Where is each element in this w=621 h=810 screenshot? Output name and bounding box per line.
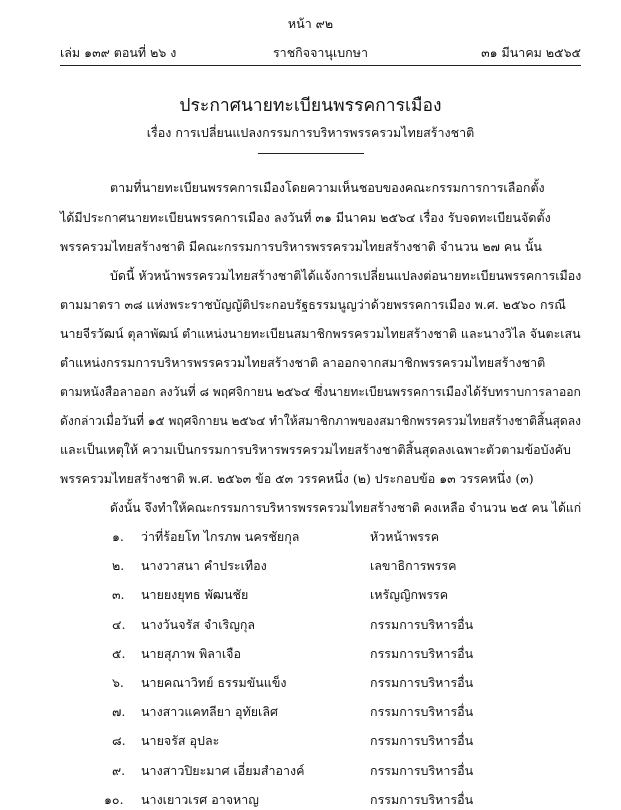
member-role: กรรมการบริหารอื่น: [370, 704, 474, 720]
member-number: ๖.: [112, 675, 124, 690]
header-rule: [60, 65, 581, 66]
paragraph-2-line: ตามหนังสือลาออก ลงวันที่ ๘ พฤศจิกายน ๒๕๖๔ ซึ่งนายทะเบียนพรรคการเมืองได้รับทราบการลาออก: [60, 384, 581, 399]
page-number: หน้า ๙๒: [287, 16, 334, 31]
member-number: ๑.: [112, 529, 124, 544]
member-number: ๕.: [112, 645, 126, 661]
paragraph-2-line: ตำแหน่งกรรมการบริหารพรรครวมไทยสร้างชาติ ลาออกจากสมาชิกพรรครวมไทยสร้างชาติ: [60, 355, 546, 370]
paragraph-2-line: ดังกล่าวเมื่อวันที่ ๑๕ พฤศจิกายน ๒๕๖๔ ทำให้สมาชิกภาพของสมาชิกพรรครวมไทยสร้างชาติสิ้นสุดลง: [60, 413, 581, 428]
member-name: นายคณาวิทย์ ธรรมขันแข็ง: [141, 675, 287, 690]
member-number: ๙.: [112, 762, 126, 778]
member-number: ๘.: [112, 733, 126, 749]
gazette-date: ๓๑ มีนาคม ๒๕๖๕: [481, 45, 581, 60]
announcement-title: ประกาศนายทะเบียนพรรคการเมือง: [179, 96, 442, 116]
member-role: กรรมการบริหารอื่น: [370, 733, 474, 749]
volume-issue: เล่ม ๑๓๙ ตอนที่ ๒๖ ง: [60, 45, 177, 60]
paragraph-2-line: บัดนี้ หัวหน้าพรรครวมไทยสร้างชาติได้แจ้งการเปลี่ยนแปลงต่อนายทะเบียนพรรคการเมือง: [110, 268, 582, 283]
gazette-name: ราชกิจจานุเบกษา: [272, 45, 369, 60]
member-name: นายยงยุทธ พัฒนชัย: [141, 587, 249, 603]
paragraph-2-line: และเป็นเหตุให้ ความเป็นกรรมการบริหารพรรครวมไทยสร้างชาติสิ้นสุดลงเฉพาะตัวตามข้อบังคับ: [60, 442, 571, 457]
paragraph-3: ดังนั้น จึงทำให้คณะกรรมการบริหารพรรครวมไทยสร้างชาติ คงเหลือ จำนวน ๒๕ คน ได้แก่: [110, 500, 582, 515]
paragraph-1-line: ได้มีประกาศนายทะเบียนพรรคการเมือง ลงวันที่ ๓๑ มีนาคม ๒๕๖๔ เรื่อง รับจดทะเบียนจัดตั้ง: [60, 210, 551, 225]
member-number: ๑๐.: [104, 791, 124, 807]
member-number: ๒.: [112, 558, 125, 574]
member-name: นายสุภาพ พิลาเจือ: [141, 645, 242, 661]
member-name: นางเยาวเรศ อาจหาญ: [141, 791, 259, 807]
member-role: กรรมการบริหารอื่น: [370, 762, 474, 778]
paragraph-1-line: ตามที่นายทะเบียนพรรคการเมืองโดยความเห็นชอบของคณะกรรมการการเลือกตั้ง: [110, 180, 545, 195]
member-name: นายจรัส อุปละ: [141, 733, 220, 749]
member-name: นางสาวปิยะมาศ เอี่ยมสำอางค์: [141, 762, 305, 778]
member-number: ๔.: [112, 616, 126, 632]
member-role: กรรมการบริหารอื่น: [370, 675, 474, 690]
member-number: ๗.: [112, 704, 126, 720]
member-name: นางวาสนา คำประเทือง: [141, 558, 267, 574]
member-name: ว่าที่ร้อยโท ไกรภพ นครชัยกุล: [141, 529, 300, 544]
paragraph-2-line: พรรครวมไทยสร้างชาติ พ.ศ. ๒๕๖๓ ข้อ ๕๓ วรรคหนึ่ง (๒) ประกอบข้อ ๑๓ วรรคหนึ่ง (๓): [60, 471, 534, 486]
paragraph-1-line: พรรครวมไทยสร้างชาติ มีคณะกรรมการบริหารพรรครวมไทยสร้างชาติ จำนวน ๒๗ คน นั้น: [60, 239, 542, 254]
member-role: เหรัญญิกพรรค: [370, 587, 449, 603]
member-number: ๓.: [112, 587, 125, 603]
paragraph-2-line: นายจีรวัฒน์ ตุลาพัฒน์ ตำแหน่งนายทะเบียนสมาชิกพรรครวมไทยสร้างชาติ และนางวิไล จันตะเสน: [60, 326, 581, 341]
title-divider: [258, 153, 364, 154]
member-name: นางสาวแคทลียา อุทัยเลิศ: [141, 704, 278, 720]
member-role: กรรมการบริหารอื่น: [370, 791, 474, 807]
member-role: หัวหน้าพรรค: [370, 529, 440, 544]
announcement-subject: เรื่อง การเปลี่ยนแปลงกรรมการบริหารพรรครวมไทยสร้างชาติ: [146, 125, 475, 140]
member-role: กรรมการบริหารอื่น: [370, 645, 474, 661]
member-role: กรรมการบริหารอื่น: [370, 616, 474, 632]
member-role: เลขาธิการพรรค: [370, 558, 457, 574]
paragraph-2-line: ตามมาตรา ๓๘ แห่งพระราชบัญญัติประกอบรัฐธรรมนูญว่าด้วยพรรคการเมือง พ.ศ. ๒๕๖๐ กรณี: [60, 297, 566, 312]
member-name: นางวันจรัส จำเริญกุล: [141, 616, 256, 632]
